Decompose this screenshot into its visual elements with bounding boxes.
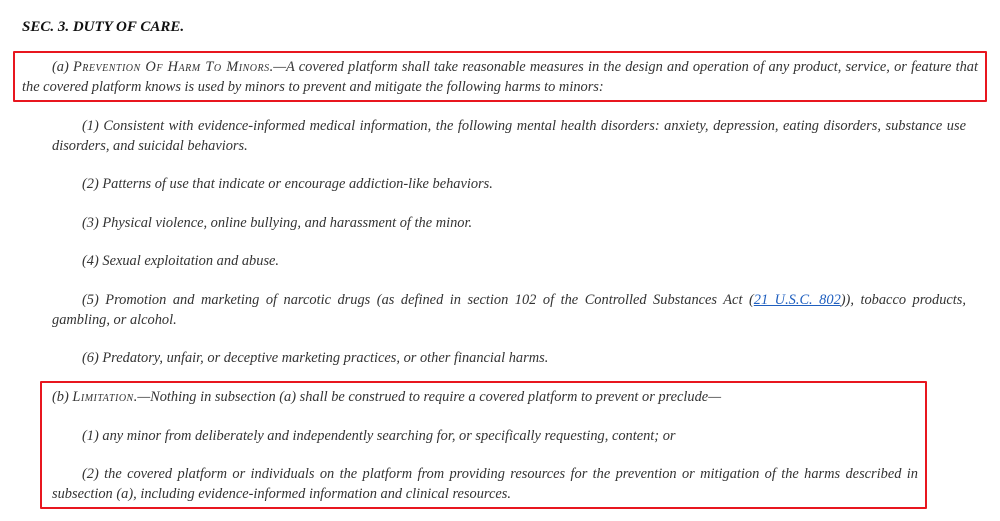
subsection-b-label: (b) [52, 389, 69, 405]
list-item-5 [52, 290, 966, 330]
section-heading: SEC. 3. DUTY OF CARE. [22, 19, 185, 35]
list-item-2: (2) Patterns of use that indicate or encourage addiction-like behaviors. [82, 176, 493, 192]
list-item-4: (4) Sexual exploitation and abuse. [82, 253, 280, 269]
subsection-a-intro [22, 57, 978, 97]
list-item-5-before: (5) Promotion and marketing of narcotic drugs (as defined in section 102 of the Controlled Substances Act ( [82, 292, 754, 308]
subsection-b-item-2: (2) the covered platform or individuals on the platform from providing resources for the prevention or mitigation of the harms described in subsection (a), including evidence-informed information and clinical resources. [52, 466, 918, 502]
usc-citation-link[interactable]: 21 U.S.C. 802 [753, 292, 841, 308]
list-item-3: (3) Physical violence, online bullying, and harassment of the minor. [82, 215, 473, 231]
subsection-b-item-1: (1) any minor from deliberately and independently searching for, or specifically requesting, content; or [82, 428, 676, 444]
subsection-b-title: Limitation [72, 389, 134, 405]
subsection-b-text: .—Nothing in subsection (a) shall be construed to require a covered platform to prevent or preclude— [133, 389, 721, 405]
subsection-b-intro [52, 387, 918, 407]
subsection-a-text: .—A covered platform shall take reasonable measures in the design and operation of any product, service, or feature that the covered platform knows is used by minors to prevent and mitigate the following harms to minors: [22, 59, 978, 95]
list-item-5-after: )), tobacco products, gambling, or alcohol. [52, 292, 966, 328]
subsection-a-title: Prevention Of Harm To Minors [73, 59, 270, 75]
list-item-6: (6) Predatory, unfair, or deceptive marketing practices, or other financial harms. [82, 350, 549, 366]
subsection-a-label: (a) [52, 59, 69, 75]
list-item-1: (1) Consistent with evidence-informed medical information, the following mental health disorders: anxiety, depression, eating disorders, substance use disorders, and suicidal behaviors. [52, 118, 966, 154]
